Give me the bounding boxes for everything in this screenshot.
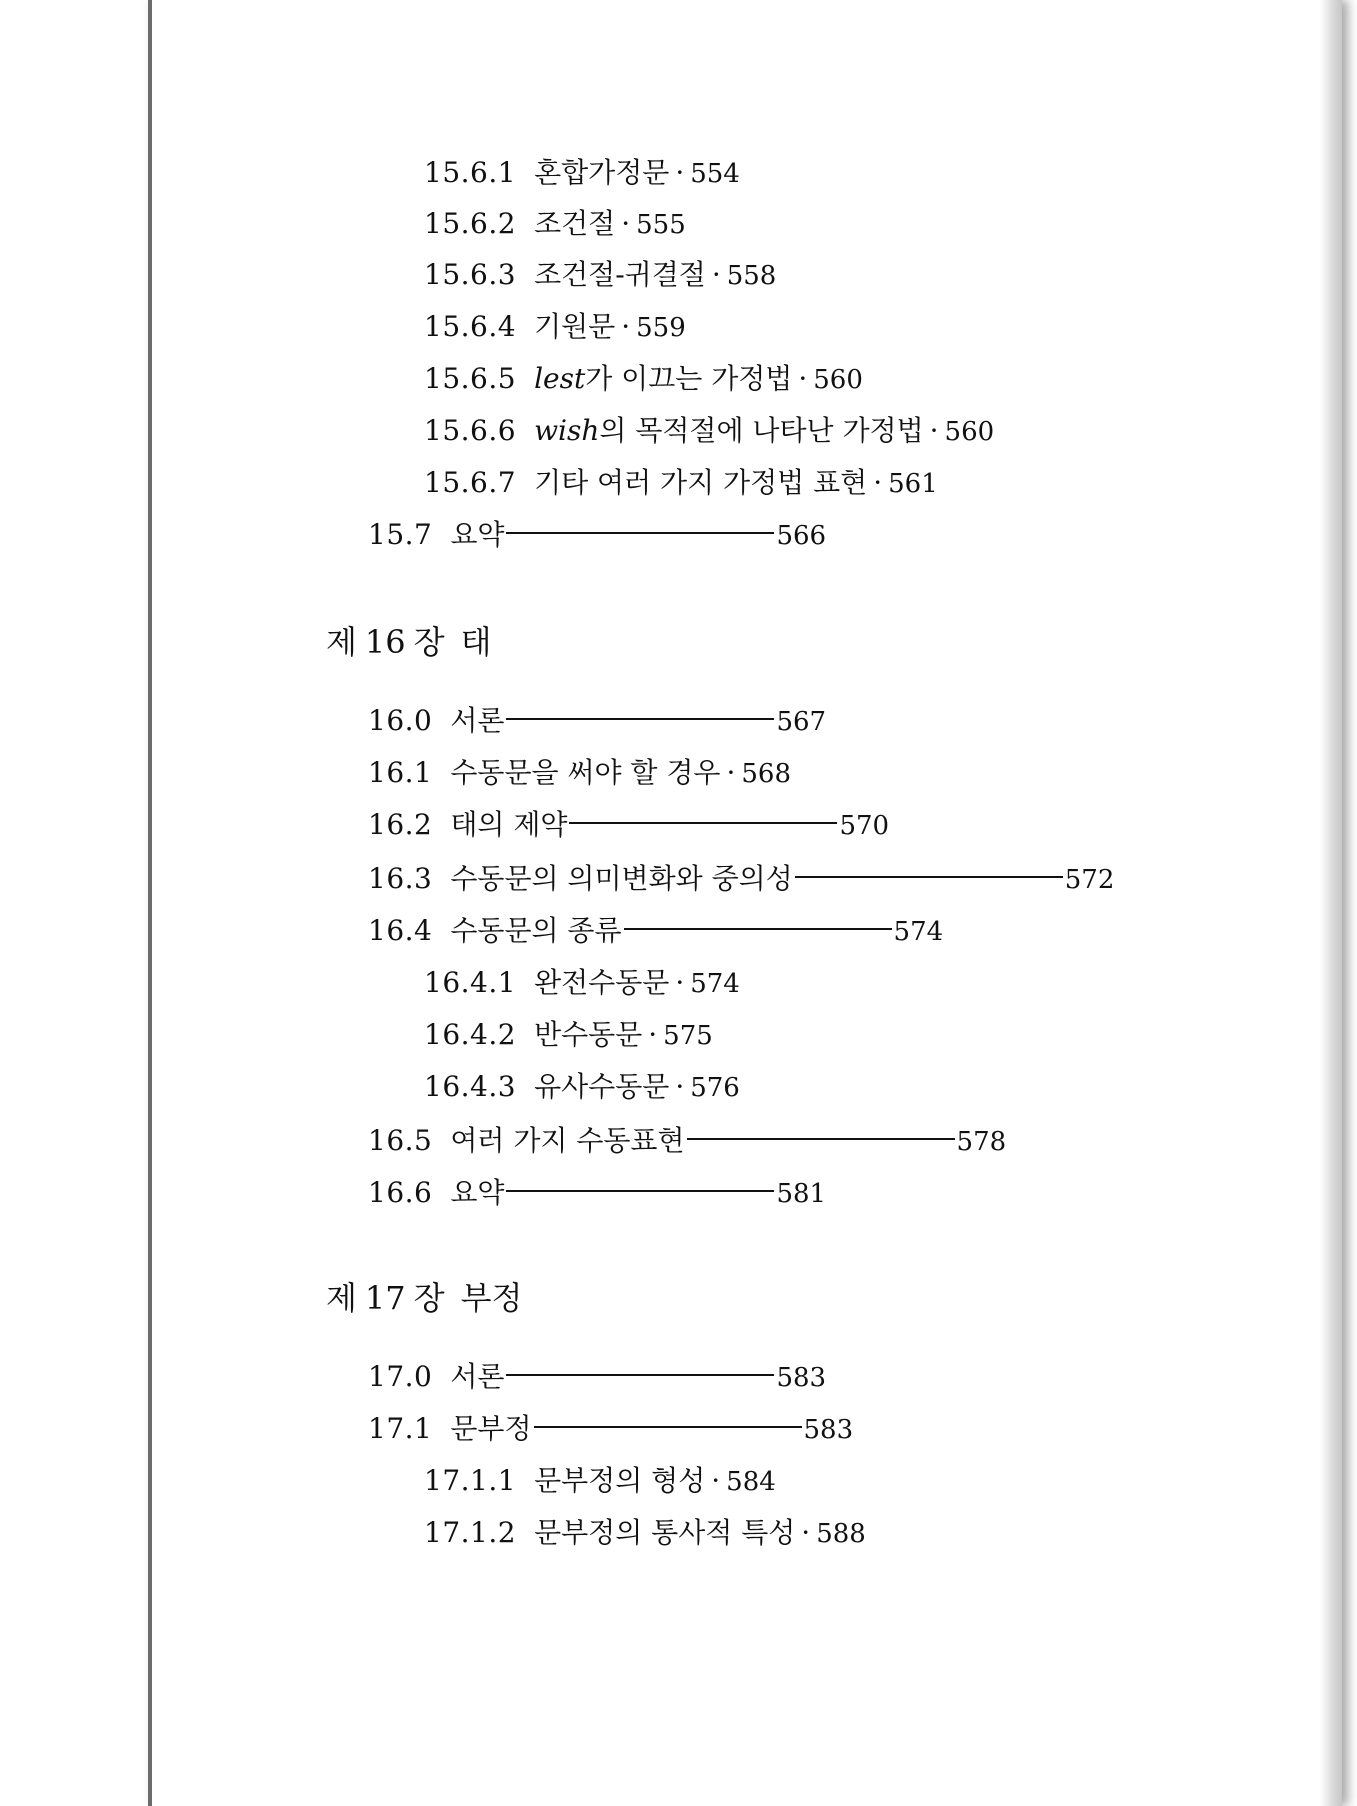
toc-entry bbox=[368, 808, 889, 843]
section-number: 16.6 bbox=[368, 1176, 433, 1209]
leader-line bbox=[569, 822, 837, 824]
toc-entry bbox=[424, 207, 686, 242]
leader-line bbox=[506, 718, 774, 720]
leader-line bbox=[795, 876, 1063, 878]
section-number: 15.7 bbox=[368, 518, 433, 551]
toc-entry bbox=[368, 914, 943, 949]
toc-entry bbox=[424, 1464, 776, 1499]
section-number: 16.4 bbox=[368, 914, 433, 947]
page-number: 572 bbox=[1064, 865, 1115, 895]
toc-entry bbox=[424, 362, 863, 397]
section-title: 요약 bbox=[450, 518, 505, 551]
chapter-heading bbox=[326, 1278, 522, 1318]
section-title: 기타 여러 가지 가정법 표현 bbox=[534, 466, 868, 499]
separator-dot: · bbox=[621, 310, 631, 343]
page-number: 570 bbox=[839, 811, 890, 841]
separator-dot: · bbox=[798, 362, 808, 395]
toc-entry bbox=[424, 156, 740, 191]
toc-entry bbox=[368, 756, 791, 791]
page-number: 583 bbox=[776, 1363, 827, 1393]
section-number: 16.5 bbox=[368, 1124, 433, 1157]
toc-entry bbox=[368, 1360, 826, 1395]
page-number: 560 bbox=[944, 417, 995, 447]
chapter-title: 부정 bbox=[460, 1279, 523, 1317]
toc-entry bbox=[424, 1018, 713, 1053]
separator-dot: · bbox=[711, 258, 721, 291]
separator-dot: · bbox=[675, 156, 685, 189]
toc-entry bbox=[368, 862, 1114, 897]
page-number: 558 bbox=[726, 261, 777, 291]
section-title: 기원문 bbox=[534, 310, 616, 343]
separator-dot: · bbox=[929, 414, 939, 447]
page-number: 554 bbox=[690, 159, 740, 189]
section-title-italic: lest bbox=[534, 362, 586, 395]
table-of-contents bbox=[152, 0, 1342, 1806]
chapter-heading bbox=[326, 622, 491, 662]
page-number: 574 bbox=[690, 969, 740, 999]
section-title: 서론 bbox=[450, 1360, 505, 1393]
page-number: 559 bbox=[636, 313, 686, 343]
section-number: 16.2 bbox=[368, 808, 433, 841]
section-number: 15.6.2 bbox=[424, 207, 517, 240]
leader-line bbox=[624, 928, 892, 930]
chapter-number: 17 bbox=[364, 1279, 406, 1317]
section-number: 15.6.3 bbox=[424, 258, 517, 291]
section-title: 문부정의 형성 bbox=[534, 1464, 706, 1497]
chapter-suffix: 장 bbox=[413, 623, 445, 661]
section-number: 16.4.3 bbox=[424, 1070, 517, 1103]
chapter-prefix: 제 bbox=[326, 623, 357, 661]
section-title: 완전수동문 bbox=[534, 966, 670, 999]
page-number: 588 bbox=[816, 1519, 866, 1549]
section-number: 17.1.1 bbox=[424, 1464, 517, 1497]
section-title: 서론 bbox=[450, 704, 505, 737]
section-number: 15.6.4 bbox=[424, 310, 517, 343]
section-title: 태의 제약 bbox=[450, 808, 568, 841]
leader-line bbox=[506, 1190, 774, 1192]
section-title: 수동문을 써야 할 경우 bbox=[450, 756, 721, 789]
page-number: 583 bbox=[803, 1415, 854, 1445]
toc-entry bbox=[424, 1516, 866, 1551]
chapter-number: 16 bbox=[364, 623, 406, 661]
toc-entry bbox=[368, 1124, 1006, 1159]
separator-dot: · bbox=[675, 1070, 685, 1103]
section-title: 수동문의 의미변화와 중의성 bbox=[450, 862, 793, 895]
toc-entry bbox=[368, 1412, 853, 1447]
section-number: 15.6.6 bbox=[424, 414, 517, 447]
section-title: 혼합가정문 bbox=[534, 156, 670, 189]
section-title-rest: 의 목적절에 나타난 가정법 bbox=[599, 414, 924, 447]
section-number: 17.0 bbox=[368, 1360, 433, 1393]
page-number: 578 bbox=[956, 1127, 1007, 1157]
separator-dot: · bbox=[726, 756, 736, 789]
page-number: 566 bbox=[776, 521, 827, 551]
section-title-rest: 가 이끄는 가정법 bbox=[585, 362, 793, 395]
section-number: 17.1.2 bbox=[424, 1516, 517, 1549]
page-number: 576 bbox=[690, 1073, 740, 1103]
separator-dot: · bbox=[801, 1516, 811, 1549]
section-number: 16.3 bbox=[368, 862, 433, 895]
separator-dot: · bbox=[648, 1018, 658, 1051]
toc-entry bbox=[424, 414, 994, 449]
section-number: 15.6.5 bbox=[424, 362, 517, 395]
section-title: 수동문의 종류 bbox=[450, 914, 622, 947]
toc-entry bbox=[424, 258, 776, 293]
toc-entry bbox=[368, 1176, 826, 1211]
chapter-prefix: 제 bbox=[326, 1279, 357, 1317]
page-number: 568 bbox=[741, 759, 792, 789]
section-title bbox=[534, 414, 924, 448]
separator-dot: · bbox=[711, 1464, 721, 1497]
separator-dot: · bbox=[675, 966, 685, 999]
page-number: 560 bbox=[813, 365, 863, 395]
page-number: 581 bbox=[776, 1179, 827, 1209]
section-number: 16.4.1 bbox=[424, 966, 517, 999]
section-title: 문부정 bbox=[450, 1412, 532, 1445]
section-title: 조건절-귀결절 bbox=[534, 258, 706, 291]
separator-dot: · bbox=[621, 207, 631, 240]
page-number: 575 bbox=[663, 1021, 713, 1051]
chapter-title: 태 bbox=[460, 623, 492, 661]
toc-entry bbox=[424, 1070, 740, 1105]
section-title: 문부정의 통사적 특성 bbox=[534, 1516, 796, 1549]
toc-entry bbox=[368, 518, 826, 553]
toc-entry bbox=[368, 704, 826, 739]
section-number: 17.1 bbox=[368, 1412, 433, 1445]
toc-entry bbox=[424, 310, 686, 345]
section-title: 반수동문 bbox=[534, 1018, 643, 1051]
page-number: 584 bbox=[726, 1467, 776, 1497]
section-number: 16.0 bbox=[368, 704, 433, 737]
section-title-italic: wish bbox=[534, 414, 600, 447]
separator-dot: · bbox=[873, 466, 883, 499]
chapter-suffix: 장 bbox=[413, 1279, 445, 1317]
section-title: 여러 가지 수동표현 bbox=[450, 1124, 685, 1157]
section-number: 15.6.7 bbox=[424, 466, 517, 499]
page-number: 561 bbox=[888, 469, 938, 499]
section-title: 요약 bbox=[450, 1176, 505, 1209]
leader-line bbox=[534, 1426, 802, 1428]
section-title: 조건절 bbox=[534, 207, 616, 240]
leader-line bbox=[506, 532, 774, 534]
leader-line bbox=[506, 1374, 774, 1376]
page-number: 555 bbox=[636, 210, 686, 240]
toc-entry bbox=[424, 966, 740, 1001]
leader-line bbox=[687, 1138, 955, 1140]
page-number: 567 bbox=[776, 707, 827, 737]
section-number: 15.6.1 bbox=[424, 156, 517, 189]
section-number: 16.1 bbox=[368, 756, 433, 789]
section-number: 16.4.2 bbox=[424, 1018, 517, 1051]
section-title bbox=[534, 362, 792, 396]
document-page bbox=[148, 0, 1342, 1806]
toc-entry bbox=[424, 466, 938, 501]
page-number: 574 bbox=[893, 917, 944, 947]
section-title: 유사수동문 bbox=[534, 1070, 670, 1103]
